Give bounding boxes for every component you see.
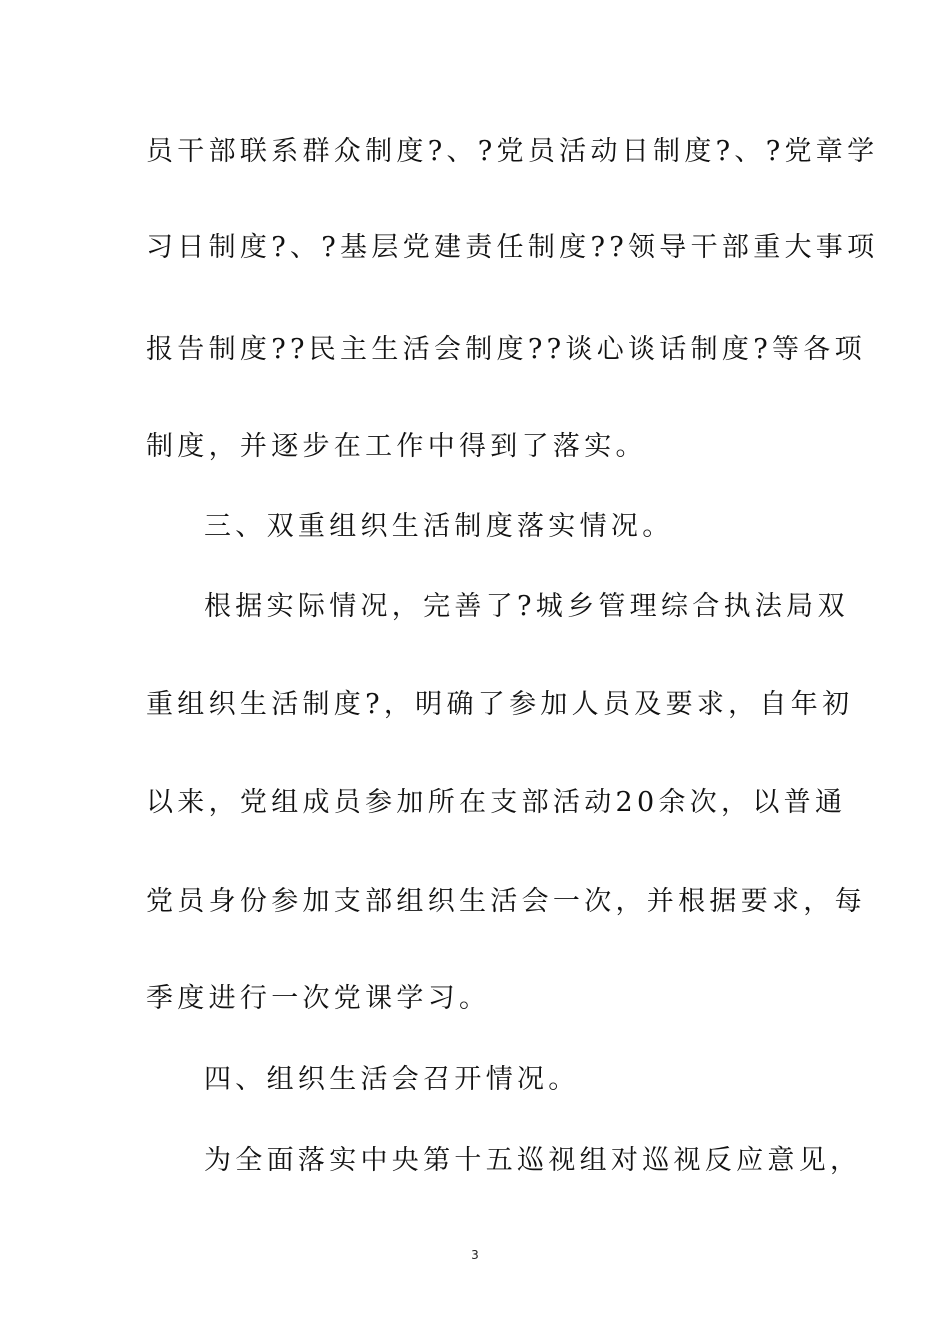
page-number: 3 [471, 1248, 479, 1262]
text-line: 重组织生活制度?，明确了参加人员及要求，自年初 [146, 689, 854, 720]
text-line: 习日制度?、?基层党建责任制度??领导干部重大事项 [146, 232, 879, 263]
section-heading: 三、双重组织生活制度落实情况。 [204, 511, 674, 542]
paragraph-first-line: 根据实际情况，完善了?城乡管理综合执法局双 [204, 591, 849, 622]
text-line: 报告制度??民主生活会制度??谈心谈话制度?等各项 [146, 334, 866, 365]
text-line: 制度，并逐步在工作中得到了落实。 [146, 431, 647, 462]
text-line: 党员身份参加支部组织生活会一次，并根据要求，每 [146, 886, 866, 917]
section-heading: 四、组织生活会召开情况。 [204, 1064, 580, 1095]
text-line: 季度进行一次党课学习。 [146, 983, 491, 1014]
paragraph-first-line: 为全面落实中央第十五巡视组对巡视反应意见， [204, 1145, 862, 1176]
text-line: 员干部联系群众制度?、?党员活动日制度?、?党章学 [146, 136, 879, 167]
text-line: 以来，党组成员参加所在支部活动20余次，以普通 [146, 787, 847, 818]
